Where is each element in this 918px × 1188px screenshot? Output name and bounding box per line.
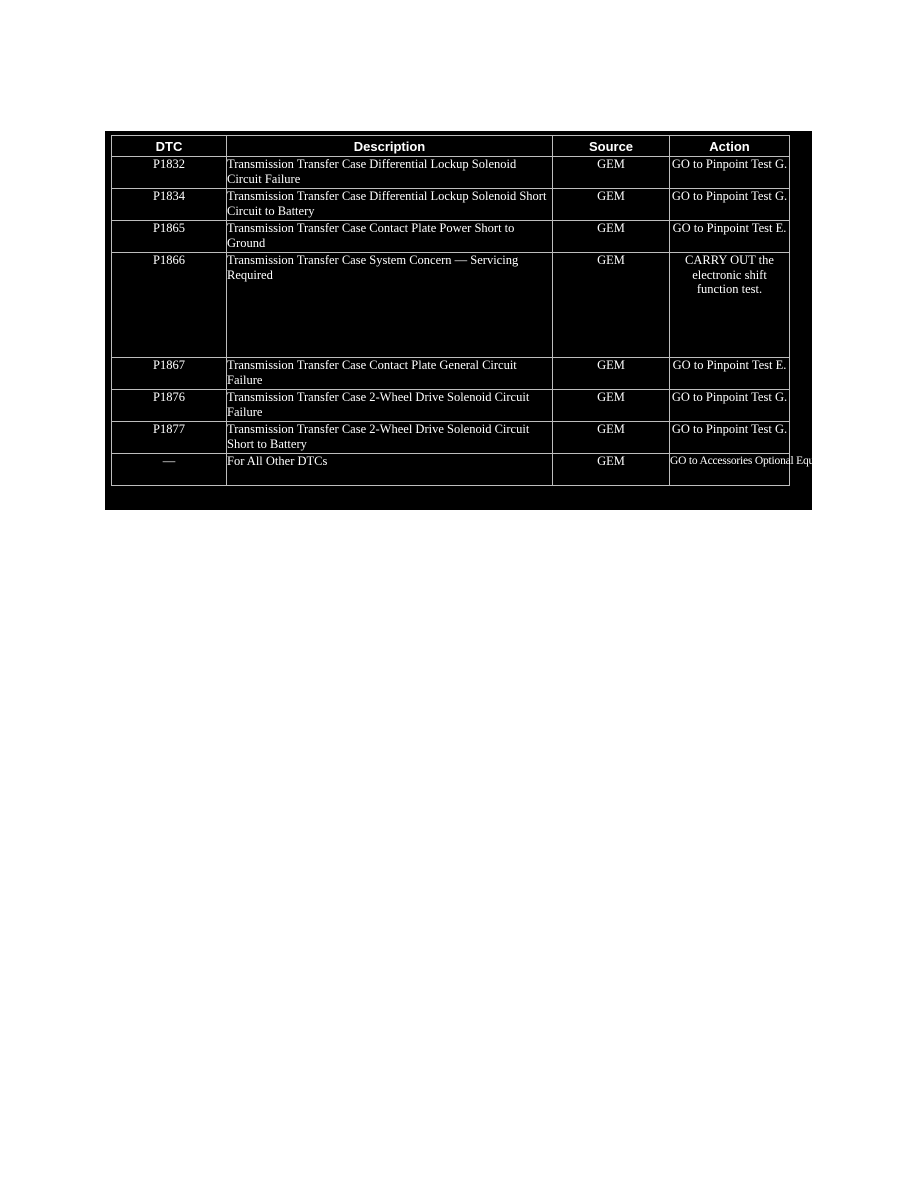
dtc-source: GEM [553,157,670,189]
dtc-description: Transmission Transfer Case Differential Lockup Solenoid Short Circuit to Battery [227,189,553,221]
header-source: Source [553,136,670,157]
dtc-action: GO to Pinpoint Test E. [670,358,790,390]
dtc-source: GEM [553,454,670,486]
header-description: Description [227,136,553,157]
table-row [112,189,790,221]
dtc-source: GEM [553,189,670,221]
table-row [112,253,790,358]
dtc-code: P1867 [112,358,227,390]
dtc-source: GEM [553,390,670,422]
dtc-description: Transmission Transfer Case Contact Plate General Circuit Failure [227,358,553,390]
dtc-description: Transmission Transfer Case System Concern — Servicing Required [227,253,553,358]
dtc-code: P1865 [112,221,227,253]
dtc-action: GO to Pinpoint Test G. [670,390,790,422]
dtc-source: GEM [553,358,670,390]
dtc-description: For All Other DTCs [227,454,553,486]
dtc-description: Transmission Transfer Case 2-Wheel Drive Solenoid Circuit Short to Battery [227,422,553,454]
dtc-action: GO to Pinpoint Test E. [670,221,790,253]
header-dtc: DTC [112,136,227,157]
dtc-action: GO to Pinpoint Test G. [670,157,790,189]
dtc-action: GO to Pinpoint Test G. [670,189,790,221]
dtc-table [111,135,850,486]
dtc-code: P1877 [112,422,227,454]
dtc-code: — [112,454,227,486]
dtc-code: P1866 [112,253,227,358]
dtc-source: GEM [553,253,670,358]
table-row [112,454,790,486]
dtc-description: Transmission Transfer Case Differential Lockup Solenoid Circuit Failure [227,157,553,189]
table-header-row [112,136,790,157]
dtc-action: CARRY OUT the electronic shift function test. [670,253,790,358]
dtc-action: GO to Accessories Optional Equipement [670,454,790,486]
table-row [112,422,790,454]
header-action: Action [670,136,790,157]
dtc-code: P1832 [112,157,227,189]
dtc-description: Transmission Transfer Case Contact Plate Power Short to Ground [227,221,553,253]
dtc-action: GO to Pinpoint Test G. [670,422,790,454]
table-row [112,390,790,422]
dtc-description: Transmission Transfer Case 2-Wheel Drive Solenoid Circuit Failure [227,390,553,422]
dtc-source: GEM [553,422,670,454]
dtc-source: GEM [553,221,670,253]
dtc-code: P1876 [112,390,227,422]
dtc-table-panel [105,131,850,510]
table-row [112,358,790,390]
table-row [112,157,790,189]
table-row [112,221,790,253]
dtc-code: P1834 [112,189,227,221]
